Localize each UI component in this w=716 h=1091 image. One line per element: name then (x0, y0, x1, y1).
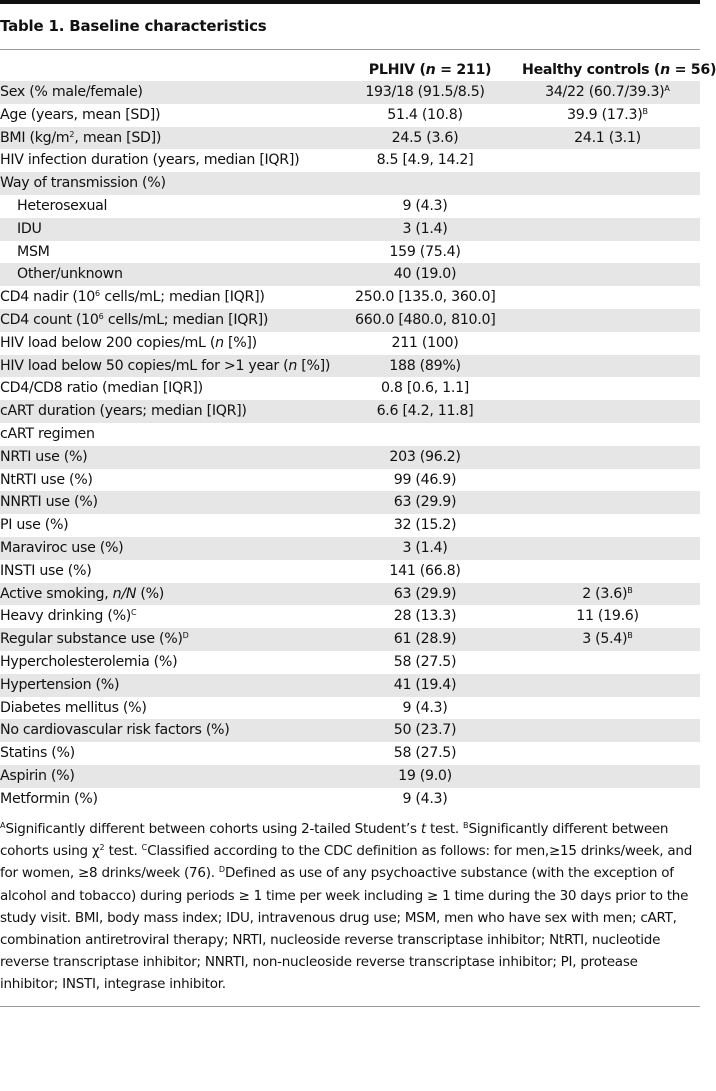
row-label: Diabetes mellitus (%) (0, 699, 147, 716)
plhiv-value: 41 (19.4) (393, 676, 457, 693)
table-row (0, 651, 700, 674)
plhiv-value: 32 (15.2) (393, 517, 457, 534)
table-row (0, 788, 700, 811)
row-label: Other/unknown (17, 266, 123, 283)
table-row (0, 491, 700, 514)
table-row (0, 423, 700, 446)
plhiv-value: 188 (89%) (389, 357, 461, 374)
table-row (0, 560, 700, 583)
table-row (0, 583, 700, 606)
row-label: NNRTI use (%) (0, 494, 98, 511)
plhiv-value: 63 (29.9) (393, 494, 457, 511)
healthy-controls-value: 3 $(5.4)^B$ (582, 631, 633, 648)
table-row (0, 104, 700, 127)
table-row (0, 719, 700, 742)
row-label: CD4/CD8 ratio (median [IQR]) (0, 380, 203, 397)
row-label: cART regimen (0, 425, 95, 442)
table-row (0, 674, 700, 697)
row-label: PI use (%) (0, 517, 69, 534)
table-row (0, 241, 700, 264)
table-row (0, 172, 700, 195)
row-label: Heavy drinking (%)$^C$ (0, 608, 137, 625)
table-row (0, 355, 700, 378)
plhiv-value: 3 (1.4) (402, 220, 448, 237)
healthy-controls-value: 34/22 $(60.7/39.3)^A$ (545, 84, 670, 100)
plhiv-value: 3 (1.4) (402, 539, 448, 556)
row-label: MSM (17, 243, 50, 260)
row-label: NRTI use (%) (0, 448, 88, 465)
plhiv-value: 19 (9.0) (398, 767, 452, 784)
plhiv-value: 8.5 [4.9, 14.2] (376, 152, 474, 169)
plhiv-value: 141 (66.8) (389, 562, 461, 579)
table-row (0, 81, 700, 104)
row-label: BMI ($kg/m^2$, mean [SD]) (0, 129, 162, 146)
table-row (0, 127, 700, 150)
row-label: cART duration (years; median [IQR]) (0, 403, 247, 420)
top-rule (0, 0, 700, 4)
table-title: Table 1. Baseline characteristics (0, 17, 267, 35)
table-row (0, 537, 700, 560)
table-row (0, 628, 700, 651)
row-label: INSTI use (%) (0, 562, 92, 579)
plhiv-value: 250.0 [135.0, 360.0] (355, 289, 496, 306)
plhiv-value: 9 (4.3) (402, 197, 448, 214)
row-label: Sex (% male/female) (0, 84, 143, 100)
plhiv-value: 28 (13.3) (393, 608, 457, 625)
row-label: Hypercholesterolemia (%) (0, 653, 178, 670)
table-header-row (0, 59, 716, 81)
plhiv-value: 159 (75.4) (389, 243, 461, 260)
table-row (0, 309, 700, 332)
row-label: No cardiovascular risk factors (%) (0, 722, 230, 739)
row-label: NtRTI use (%) (0, 471, 93, 488)
healthy-controls-value: 24.1 (3.1) (574, 129, 641, 146)
plhiv-value: 211 (100) (391, 334, 459, 351)
plhiv-value: 58 (27.5) (393, 653, 457, 670)
row-label: Hypertension (%) (0, 676, 120, 693)
header-plhiv: PLHIV (n = 211) (368, 62, 492, 78)
plhiv-value: 24.5 (3.6) (391, 129, 459, 146)
plhiv-value: 61 (28.9) (393, 631, 457, 648)
table-row (0, 742, 700, 765)
row-label: HIV infection duration (years, median [IQR]) (0, 152, 300, 169)
row-label: Active smoking, n/N (%) (0, 585, 165, 602)
plhiv-value: 63 (29.9) (393, 585, 457, 602)
row-label: IDU (17, 220, 42, 237)
table-row (0, 697, 700, 720)
plhiv-value: 660.0 [480.0, 810.0] (355, 311, 496, 328)
row-label: CD4 nadir ($10^6$ cells/mL; median [IQR]) (0, 289, 265, 306)
row-label: CD4 count ($10^6$ cells/mL; median [IQR]) (0, 311, 269, 328)
table-row (0, 332, 700, 355)
row-label: Metformin (%) (0, 790, 98, 807)
row-label: Way of transmission (%) (0, 175, 166, 192)
healthy-controls-value: 39.9 $(17.3)^B$ (567, 106, 648, 123)
row-label: Age (years, mean [SD]) (0, 106, 161, 123)
table-row (0, 149, 700, 172)
plhiv-value: 193/18 (91.5/8.5) (365, 84, 485, 100)
table-row (0, 377, 700, 400)
row-label: Statins (%) (0, 745, 75, 762)
row-label: Heterosexual (17, 197, 108, 214)
row-label: HIV load below 50 copies/mL for >1 year (n [%]) (0, 357, 331, 374)
table-row (0, 605, 700, 628)
title-divider (0, 49, 700, 50)
plhiv-value: 50 (23.7) (393, 722, 457, 739)
plhiv-value: 203 (96.2) (389, 448, 461, 465)
healthy-controls-value: 11 (19.6) (576, 608, 639, 625)
row-label: Regular substance use (%)$^D$ (0, 631, 189, 648)
healthy-controls-value: 2 $(3.6)^B$ (582, 585, 633, 602)
plhiv-value: 40 (19.0) (393, 266, 457, 283)
table-body (0, 81, 700, 811)
plhiv-value: 9 (4.3) (402, 699, 448, 716)
plhiv-value: 9 (4.3) (402, 790, 448, 807)
plhiv-value: 0.8 [0.6, 1.1] (380, 380, 470, 397)
row-label: Aspirin (%) (0, 767, 75, 784)
table-row (0, 195, 700, 218)
plhiv-value: 51.4 (10.8) (387, 106, 463, 123)
plhiv-value: 6.6 [4.2, 11.8] (376, 403, 474, 420)
table-row (0, 765, 700, 788)
table-row (0, 446, 700, 469)
header-healthy-controls: Healthy controls (n = 56) (522, 62, 716, 78)
baseline-table (0, 59, 716, 811)
table-row (0, 218, 700, 241)
table-row (0, 400, 700, 423)
row-label: Maraviroc use (%) (0, 539, 124, 556)
bottom-divider (0, 1006, 700, 1007)
table-row (0, 286, 700, 309)
table-footnote: $^A$Significantly different between cohorts using 2-tailed Student’s t test. $^B$Significantly different between cohorts using $\chi^2$ test. $^C$Classified according to the CDC definition as follows: for men,≥15 drinks/week, and for women, ≥8 drinks/week (76). $^D$Defined as use of any psychoactive substance (with the exception of alcohol and tobacco) during periods ≥ 1 time per week including ≥ 1 time during the 30 days prior to the study visit. BMI, body mass index; IDU, intravenous drug use; MSM, men who have sex with men; cART, combination antiretroviral therapy; NRTI, nucleoside reverse transcriptase inhibitor; NtRTI, nucleotide reverse transcriptase inhibitor; NNRTI, non-nucleoside reverse transcriptase inhibitor; PI, protease inhibitor; INSTI, integrase inhibitor. (0, 821, 693, 993)
plhiv-value: 99 (46.9) (393, 471, 457, 488)
row-label: HIV load below 200 copies/mL (n [%]) (0, 334, 257, 351)
table-row (0, 514, 700, 537)
table-row (0, 469, 700, 492)
plhiv-value: 58 (27.5) (393, 745, 457, 762)
table-row (0, 263, 700, 286)
